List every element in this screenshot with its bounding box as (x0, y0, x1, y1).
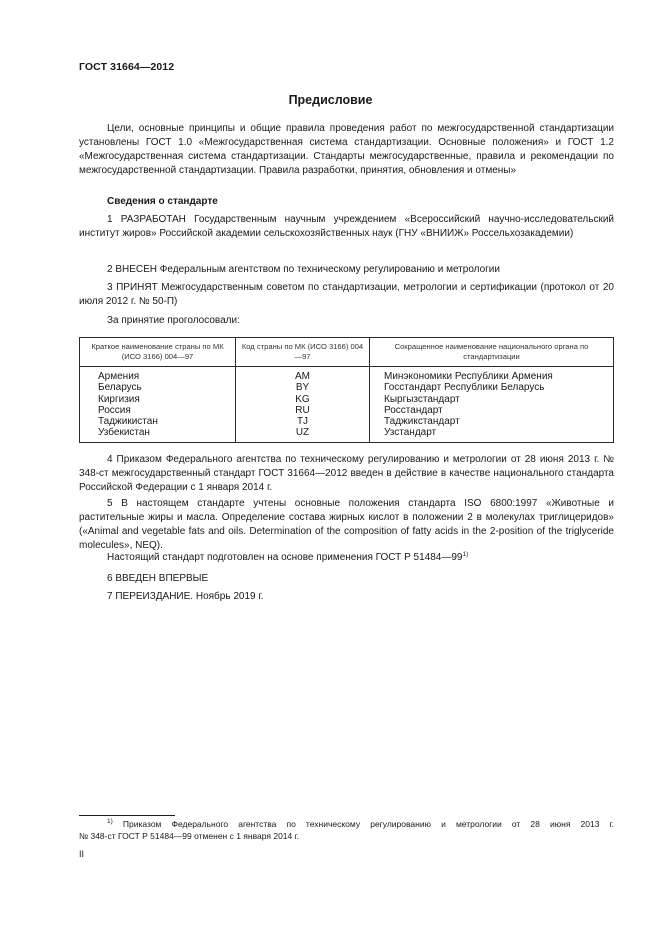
footnote (79, 818, 614, 842)
table-header-body: Сокращенное наименование национального органа по стандартизации (370, 338, 614, 367)
table-cell: Госстандарт Республики Беларусь (384, 382, 545, 394)
code-column (236, 367, 370, 443)
table-header-country: Краткое наименование страны по МК (ИСО 3166) 004—97 (80, 338, 236, 367)
member-states-table (79, 337, 614, 443)
table-cell: Минэкономики Республики Армения (384, 371, 553, 382)
basis-text: Настоящий стандарт подготовлен на основе применения ГОСТ Р 51484—99 (107, 552, 463, 563)
table-cell: Узстандарт (384, 427, 437, 439)
item-3-paragraph: 3 ПРИНЯТ Межгосударственным советом по стандартизации, метрологии и сертификации (протокол от 20 июля 2012 г. № 50-П) (79, 282, 614, 307)
table-cell: BY (295, 382, 310, 394)
section-subtitle: Сведения о стандарте (107, 196, 218, 207)
page-title: Предисловие (288, 93, 373, 107)
table-cell: UZ (295, 427, 310, 439)
footnote-ref[interactable]: 1) (462, 551, 469, 558)
item-6-paragraph: 6 ВВЕДЕН ВПЕРВЫЕ (107, 573, 209, 584)
footnote-line-2: № 348-ст ГОСТ Р 51484—99 отменен с 1 января 2014 г. (79, 831, 300, 841)
table-cell: Кыргызстандарт (384, 393, 460, 405)
footnote-marker: 1) (107, 818, 113, 825)
table-cell: Россия (98, 404, 131, 416)
table-cell: Беларусь (98, 382, 142, 394)
table-cell: KG (295, 393, 310, 405)
country-column (80, 367, 236, 443)
page-number: II (79, 849, 85, 859)
table-cell: TJ (296, 416, 309, 428)
standard-code-header: ГОСТ 31664—2012 (79, 61, 175, 73)
item-7-paragraph: 7 ПЕРЕИЗДАНИЕ. Ноябрь 2019 г. (107, 591, 264, 602)
table-header-code: Код страны по МК (ИСО 3166) 004—97 (236, 338, 370, 367)
footnote-text-1: Приказом Федерального агентства по техническому регулированию и метрологии от 28 июня 2013 г. (122, 819, 614, 829)
table-cell: Армения (98, 371, 140, 382)
item-2-paragraph: 2 ВНЕСЕН Федеральным агентством по техническому регулированию и метрологии (107, 264, 500, 275)
table-cell: Росстандарт (384, 404, 443, 416)
footnote-divider (79, 815, 175, 816)
footnote-line-1 (79, 818, 614, 830)
item-4-paragraph: 4 Приказом Федерального агентства по техническому регулированию и метрологии от 28 июня 2013 г. № 348-ст межгосударственный стандарт ГОСТ 31664—2012 введен в действие в качестве национального стандарта Российской Федерации с 1 января 2014 г. (79, 454, 614, 493)
intro-paragraph: Цели, основные принципы и общие правила проведения работ по межгосударственной стандартизации установлены ГОСТ 1.0 «Межгосударственная система стандартизации. Основные положения» и ГОСТ 1.2 «Межгосударственная система стандартизации. Стандарты межгосударственные, правила и рекомендации по межгосударственной стандартизации. Правила разработки, принятия, обновления и отмены» (79, 123, 614, 176)
item-5-basis-paragraph (79, 551, 614, 565)
voted-label: За принятие проголосовали: (107, 315, 240, 326)
item-1-paragraph: 1 РАЗРАБОТАН Государственным научным учреждением «Всероссийский научно-исследовательский институт жиров» Российской академии сельскохозяйственных наук (ГНУ «ВНИИЖ» Россельхозакадемии) (79, 214, 614, 239)
table-cell: Таджикстандарт (384, 416, 460, 428)
table-cell: AM (295, 371, 310, 382)
table-cell: RU (295, 404, 310, 416)
body-column (370, 367, 614, 443)
table-cell: Узбекистан (98, 427, 150, 439)
item-5-paragraph: 5 В настоящем стандарте учтены основные положения стандарта ISO 6800:1997 «Животные и растительные жиры и масла. Определение состава жирных кислот в положении 2 в молекулах триглицеридов» («Animal and vegetable fats and oils. Determination of the composition of fatty acids in the 2-position of the triglyceride molecules», NEQ). (79, 498, 614, 551)
table-cell: Таджикистан (98, 416, 158, 428)
table-cell: Киргизия (98, 393, 140, 405)
